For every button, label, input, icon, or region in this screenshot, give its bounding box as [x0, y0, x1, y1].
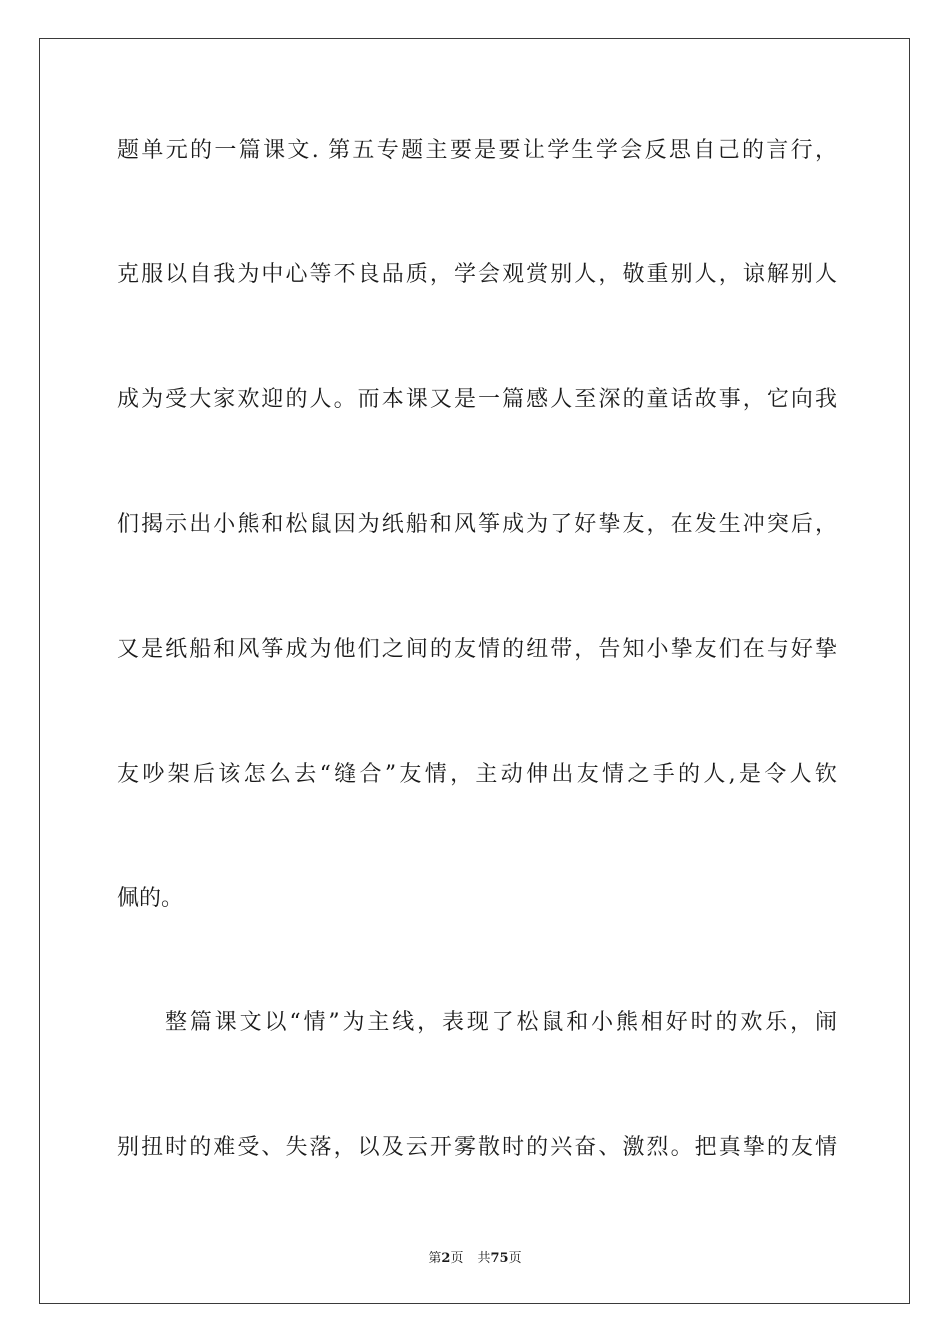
total-pages: 75 [490, 1251, 509, 1266]
page-footer [0, 1247, 950, 1266]
text-line: 题单元的一篇课文. 第五专题主要是要让学生学会反思自己的言行， [117, 138, 837, 163]
text-line: 佩的。 [117, 886, 184, 911]
total-prefix: 共 [477, 1251, 491, 1266]
text-line: 又是纸船和风筝成为他们之间的友情的纽带，告知小挚友们在与好挚 [117, 637, 837, 662]
total-suffix: 页 [508, 1251, 522, 1266]
page-number: 2 [441, 1251, 451, 1266]
text-line: 整篇课文以“情”为主线，表现了松鼠和小熊相好时的欢乐，闹 [165, 1010, 837, 1035]
text-line: 友吵架后该怎么去“缝合”友情，主动伸出友情之手的人,是令人钦 [117, 762, 837, 787]
text-line: 别扭时的难受、失落，以及云开雾散时的兴奋、激烈。把真挚的友情 [117, 1135, 837, 1160]
text-line: 成为受大家欢迎的人。而本课又是一篇感人至深的童话故事，它向我 [117, 387, 837, 412]
page-prefix: 第 [428, 1251, 442, 1266]
page-suffix: 页 [450, 1251, 464, 1266]
text-line: 们揭示出小熊和松鼠因为纸船和风筝成为了好挚友，在发生冲突后， [117, 512, 837, 537]
text-line: 克服以自我为中心等不良品质，学会观赏别人，敬重别人，谅解别人 [117, 262, 837, 287]
page-border [39, 38, 910, 1304]
